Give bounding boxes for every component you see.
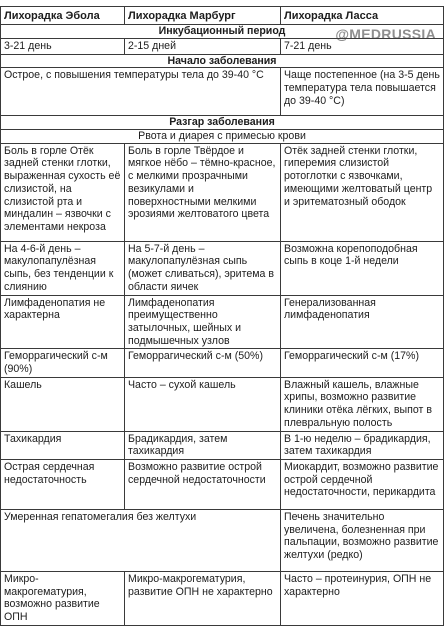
onset-lassa: Чаще постепенное (на 3-5 день температура тела повышается до 39-40 °С) (281, 68, 444, 116)
heart-rate-lassa: В 1-ю неделю – брадикардия, затем тахикардия (281, 431, 444, 459)
section-incubation: Инкубационный период (1, 25, 444, 39)
table-row (1, 377, 444, 431)
throat-lassa: Отёк задней стенки глотки, гиперемия слизистой ротоглотки с язвочками, имеющими желтоватый центр и эритематозный ободок (281, 143, 444, 241)
hemorrhagic-lassa: Геморрагический с-м (17%) (281, 349, 444, 377)
header-ebola: Лихорадка Эбола (1, 7, 125, 25)
table-row (1, 143, 444, 241)
heart-failure-ebola: Острая сердечная недостаточность (1, 459, 125, 509)
cough-lassa: Влажный кашель, влажные хрипы, возможно развитие клиники отёка лёгких, выпот в плевральную полость (281, 377, 444, 431)
hemorrhagic-ebola: Геморрагический с-м (90%) (1, 349, 125, 377)
table-row (1, 38, 444, 54)
heart-rate-ebola: Тахикардия (1, 431, 125, 459)
table-row (1, 571, 444, 625)
section-row (1, 54, 444, 68)
onset-ebola-marburg: Острое, с повышения температуры тела до 39-40 °С (1, 68, 281, 116)
section-onset: Начало заболевания (1, 54, 444, 68)
throat-marburg: Боль в горле Твёрдое и мягкое нёбо – тёмно-красное, с мелкими прозрачными везикулами и поверхностными мелкими эрозиями желтоватого цвета (125, 143, 281, 241)
table-row (1, 459, 444, 509)
lymph-marburg: Лимфаденопатия преимущественно затылочных, шейных и подмышечных узлов (125, 295, 281, 349)
table-row (1, 241, 444, 295)
rash-ebola: На 4-6-й день – макулопапулёзная сыпь, без тенденции к слиянию (1, 241, 125, 295)
section-row (1, 116, 444, 130)
header-lassa: Лихорадка Ласса (281, 7, 444, 25)
watermark: @MEDRUSSIA (335, 26, 436, 42)
heart-failure-lassa: Миокардит, возможно развитие острой сердечной недостаточности, перикардита (281, 459, 444, 509)
table-row (1, 349, 444, 377)
rash-marburg: На 5-7-й день – макулопапулёзная сыпь (может сливаться), эритема в области яичек (125, 241, 281, 295)
incubation-marburg: 2-15 дней (125, 38, 281, 54)
section-peak: Разгар заболевания (1, 116, 444, 130)
lymph-lassa: Генерализованная лимфаденопатия (281, 295, 444, 349)
rash-lassa: Возможна корепоподобная сыпь в коце 1-й недели (281, 241, 444, 295)
kidney-lassa: Часто – протеинурия, ОПН не характерно (281, 571, 444, 625)
liver-lassa: Печень значительно увеличена, болезненная при пальпации, возможно развитие желтухи (редко) (281, 509, 444, 571)
cough-ebola: Кашель (1, 377, 125, 431)
header-marburg: Лихорадка Марбург (125, 7, 281, 25)
throat-ebola: Боль в горле Отёк задней стенки глотки, выраженная сухость её слизистой, на слизистой рта и миндалин – язвочки с элементами некроза (1, 143, 125, 241)
lymph-ebola: Лимфаденопатия не характерна (1, 295, 125, 349)
table-row (1, 509, 444, 571)
incubation-ebola: 3-21 день (1, 38, 125, 54)
heart-rate-marburg: Брадикардия, затем тахикардия (125, 431, 281, 459)
incubation-lassa: 7-21 день (281, 38, 444, 54)
section-vomit: Рвота и диарея с примесью крови (1, 130, 444, 144)
section-row (1, 130, 444, 144)
table-row (1, 68, 444, 116)
table-row (1, 295, 444, 349)
table-row (1, 431, 444, 459)
section-row (1, 25, 444, 39)
hemorrhagic-marburg: Геморрагический с-м (50%) (125, 349, 281, 377)
liver-ebola-marburg: Умеренная гепатомегалия без желтухи (1, 509, 281, 571)
kidney-ebola: Микро-макрогематурия, возможно развитие ОПН (1, 571, 125, 625)
cough-marburg: Часто – сухой кашель (125, 377, 281, 431)
heart-failure-marburg: Возможно развитие острой сердечной недостаточности (125, 459, 281, 509)
header-row (1, 7, 444, 25)
fever-comparison-table (0, 6, 444, 626)
kidney-marburg: Микро-макрогематурия, развитие ОПН не характерно (125, 571, 281, 625)
